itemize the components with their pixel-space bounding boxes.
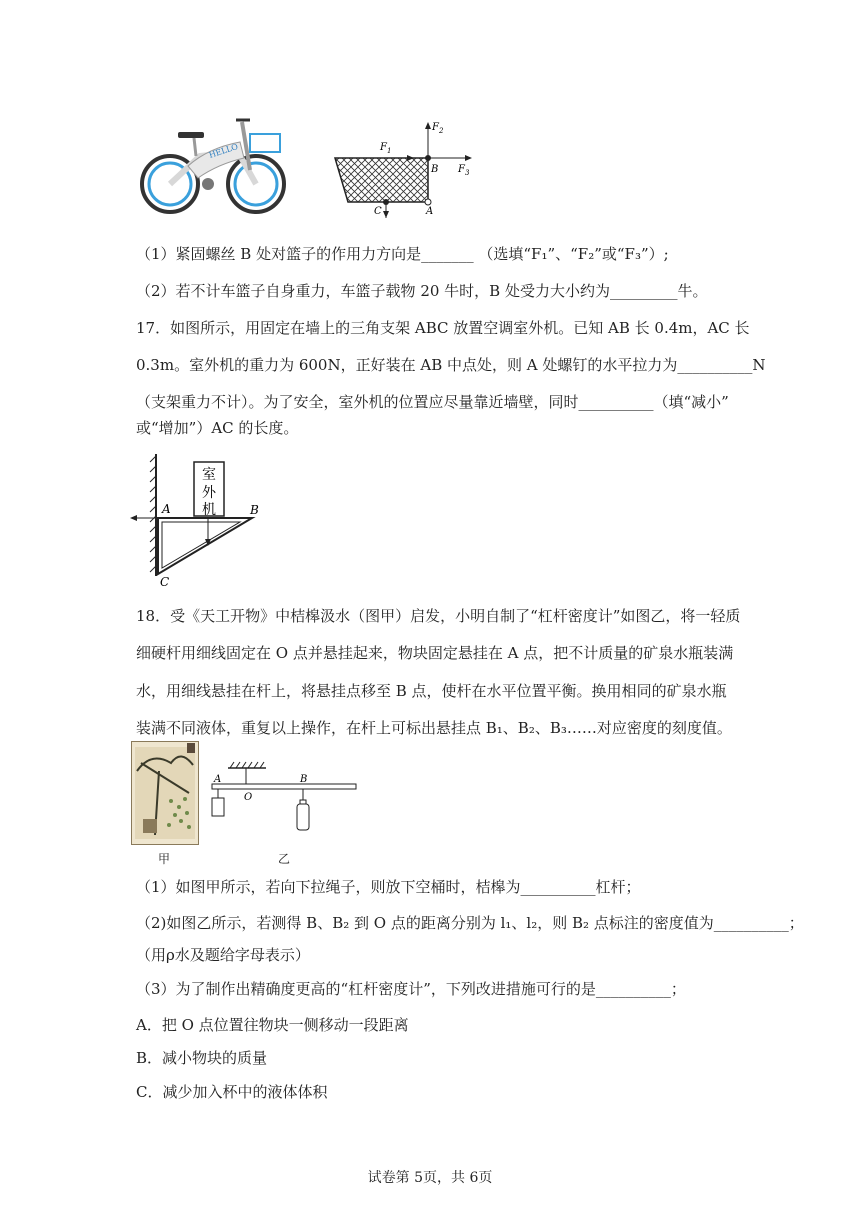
ac-label-3: 机 <box>202 502 216 518</box>
ac-label-b: B <box>250 503 259 517</box>
q18-part3: （3）为了制作出精确度更高的“杠杆密度计”，下列改进措施可行的是__________； <box>136 980 686 998</box>
lever-label-a: A <box>214 774 222 785</box>
q18-part2: （2)如图乙所示，若测得 B、B₂ 到 O 点的距离分别为 l₁、l₂，则 B₂ 点标注的密度值为__________； <box>136 914 804 932</box>
ac-label-a: A <box>162 502 171 516</box>
q18-option-a: A．把 O 点位置往物块一侧移动一段距离 <box>136 1016 409 1034</box>
q18-option-c: C．减少加入杯中的液体体积 <box>136 1083 328 1101</box>
q18-line3: 水，用细线悬挂在杆上，将悬挂点移至 B 点，使杆在水平位置平衡。换用相同的矿泉水瓶 <box>136 682 727 700</box>
lever-densitometer-figure <box>208 760 358 840</box>
q17-line3: （支架重力不计）。为了安全，室外机的位置应尽量靠近墙壁，同时__________（填“减小” <box>136 393 729 411</box>
q17-line4: 或“增加”）AC 的长度。 <box>136 419 299 437</box>
q16-part2: （2）若不计车篮子自身重力，车篮子载物 20 牛时，B 处受力大小约为_________牛。 <box>136 282 708 300</box>
bike-brand-text: HELLO <box>207 142 240 160</box>
lever-label-o: O <box>244 792 253 803</box>
q18-part1: （1）如图甲所示，若向下拉绳子，则放下空桶时，桔槔为__________杠杆； <box>136 878 641 896</box>
label-b: B <box>431 164 439 175</box>
caption-yi: 乙 <box>278 852 291 866</box>
basket-force-diagram <box>330 118 480 218</box>
label-f1: $F_1$ <box>380 142 392 155</box>
ac-label-1: 室 <box>202 467 216 483</box>
label-c: C <box>374 206 382 217</box>
label-f2: $F_2$ <box>432 122 444 135</box>
lever-label-b: B <box>300 774 308 785</box>
ac-label-2: 外 <box>202 485 216 501</box>
q17-line1: 17．如图所示，用固定在墙上的三角支架 ABC 放置空调室外机。已知 AB 长 0.4m，AC 长 <box>136 319 750 337</box>
q18-option-b: B．减小物块的质量 <box>136 1049 268 1067</box>
q17-line2: 0.3m。室外机的重力为 600N，正好装在 AB 中点处，则 A 处螺钉的水平拉力为__________N <box>136 356 766 374</box>
well-sweep-illustration <box>131 741 199 845</box>
page-footer: 试卷第 5页，共 6页 <box>367 1170 493 1186</box>
ac-label-c: C <box>160 575 170 588</box>
q18-line2: 细硬杆用细线固定在 O 点并悬挂起来，物块固定悬挂在 A 点，把不计质量的矿泉水瓶装满 <box>136 644 734 662</box>
ac-bracket-figure <box>128 452 278 588</box>
label-a: A <box>426 206 434 217</box>
q18-part2-note: （用ρ水及题给字母表示） <box>136 946 310 964</box>
q18-line1: 18．受《天工开物》中桔槔汲水（图甲）启发，小明自制了“杠杆密度计”如图乙，将一轻质 <box>136 607 741 625</box>
q18-line4: 装满不同液体，重复以上操作，在杆上可标出悬挂点 B₁、B₂、B₃……对应密度的刻度值。 <box>136 719 732 737</box>
q16-part1: （1）紧固螺丝 B 处对篮子的作用力方向是_______ （选填“F₁”、“F₂”或“F₃”）; <box>136 245 669 263</box>
label-f3: $F_3$ <box>458 164 470 177</box>
bicycle-figure <box>138 112 288 216</box>
caption-jia: 甲 <box>158 852 171 866</box>
